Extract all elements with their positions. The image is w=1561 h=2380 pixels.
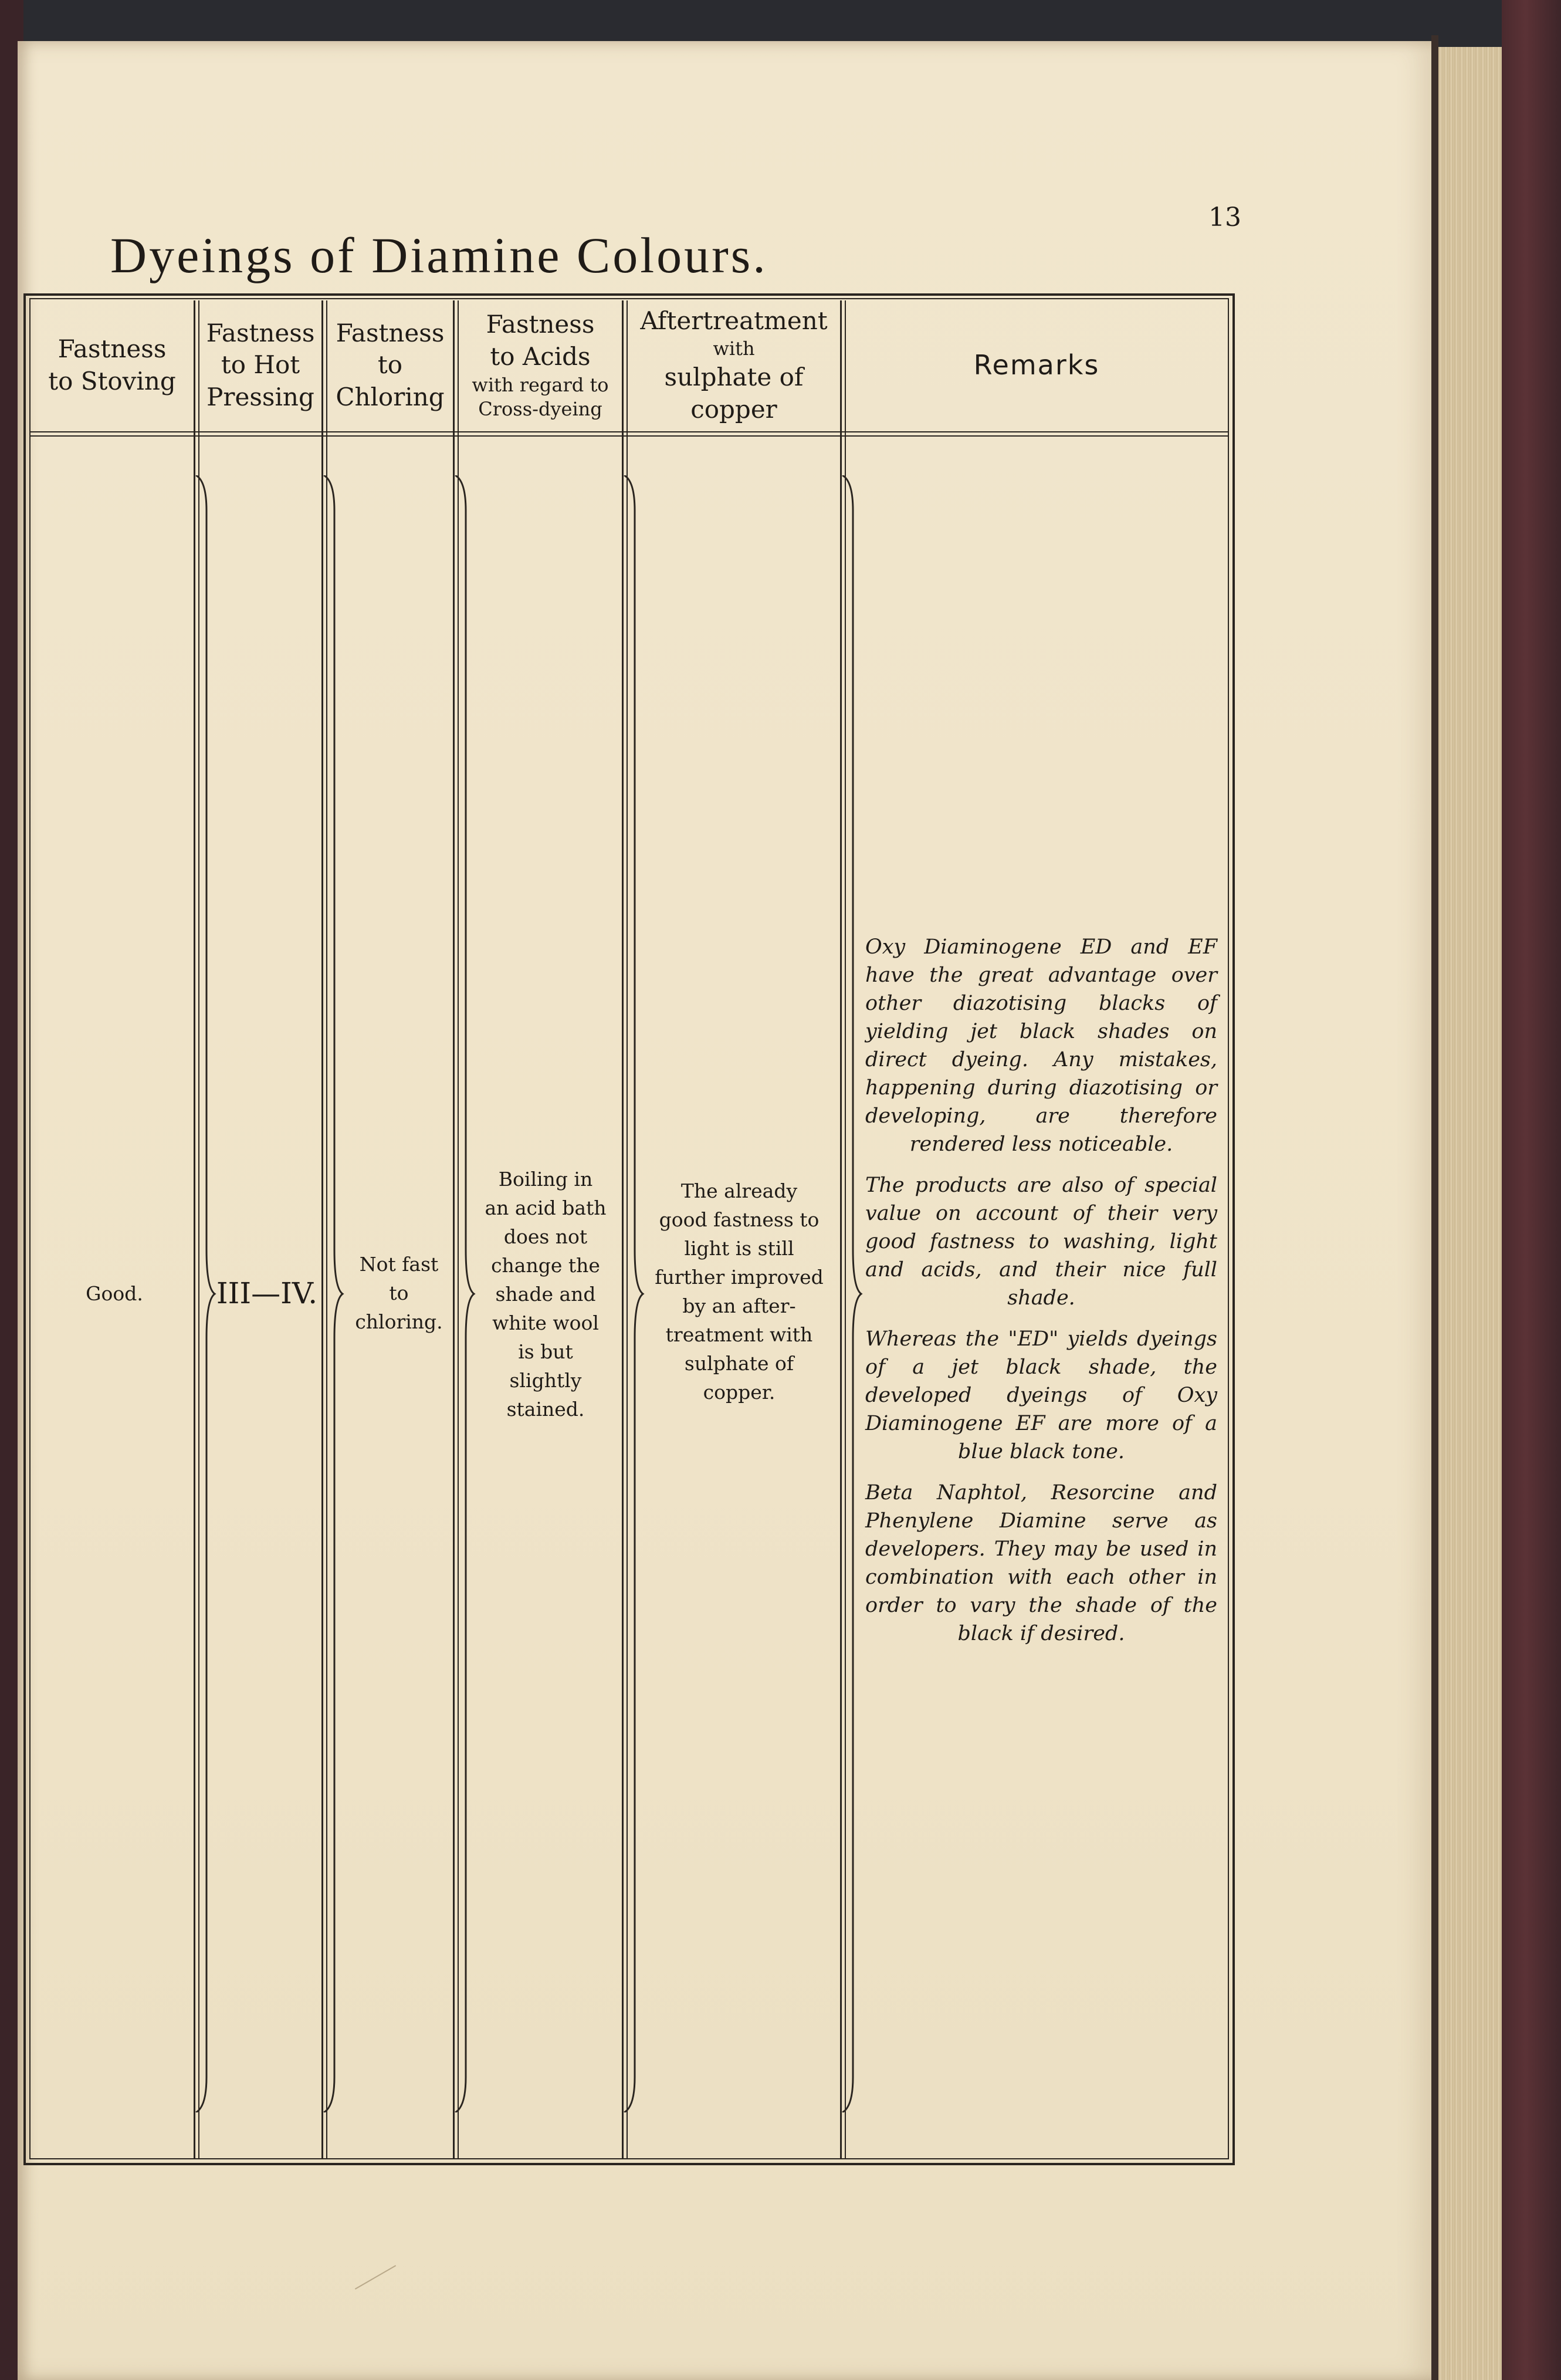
book-cover-right [1502,0,1561,2380]
header-line: Chloring [336,382,445,411]
cell-line: light is still [684,1237,794,1260]
cell-line: treatment with [665,1323,813,1346]
header-line: sulphate of copper [664,363,804,424]
header-line: Pressing [206,382,314,411]
header-line: Cross-dyeing [478,398,602,421]
page-title: Dyeings of Diamine Colours. [110,227,768,283]
cell-stoving: Good. [86,1282,143,1305]
brace-left [622,475,645,2112]
cell-line: copper. [703,1381,776,1404]
cell-aftertreatment [642,1177,836,1407]
cell-line: sulphate of [684,1352,794,1375]
cell-line: The already [680,1179,798,1202]
page-gutter [1431,35,1438,2380]
cell-line: Boiling in [498,1168,593,1191]
remarks-paragraph: Oxy Diaminogene ED and EF have the great advantage over other diazotising blacks of yielding jet black shades on direct dyeing. Any mistakes, happening during diazotising or developing, are therefore rendered less noticeable. [865,935,1217,1156]
header-line: Fastness [486,310,595,339]
cell-line: slightly [509,1369,582,1392]
cell-hot-pressing: III—IV. [216,1276,318,1310]
cell-line: shade and [495,1283,596,1306]
remarks-paragraph: Whereas the "ED" yields dyeings of a jet black shade, the developed dyeings of Oxy Diaminogene EF are more of a blue black tone. [865,1327,1217,1463]
header-remarks [846,302,1227,428]
cell-line: is but [518,1340,573,1363]
header-line: with [713,337,755,360]
cell-acids [469,1165,622,1424]
cell-chloring [343,1250,455,1336]
header-rule [29,435,1229,437]
header-line: Remarks [973,349,1100,381]
header-hot-pressing [199,302,321,428]
header-line: to Acids [490,342,591,371]
brace-left [840,475,864,2112]
header-line: with regard to [472,373,609,396]
header-line: Aftertreatment [640,306,828,335]
remarks-paragraph: Beta Naphtol, Resorcine and Phenylene Diamine serve as developers. They may be used in combination with each other in order to vary the shade of the black if desired. [865,1481,1217,1645]
header-rule [29,431,1229,432]
cell-line: does not [503,1225,588,1248]
header-acids [459,302,622,428]
cell-line: change the [491,1254,600,1277]
header-stoving [31,302,194,428]
header-line: to [377,350,403,380]
header-line: Fastness [206,318,315,347]
cell-line: by an after- [682,1294,796,1317]
cell-line: good fastness to [659,1208,820,1231]
remarks-paragraph: The products are also of special value on account of their very good fastness to washing, light and acids, and their nice full shade. [865,1174,1217,1310]
cell-line: stained. [506,1398,585,1421]
cell-line: chloring. [355,1310,443,1333]
cell-line: Not fast [359,1253,439,1276]
page-edges [1437,47,1502,2380]
cell-line: to [389,1282,409,1304]
cell-line: further improved [655,1266,824,1289]
header-aftertreatment [628,302,840,428]
header-line: to Stoving [48,366,176,395]
cell-line: an acid bath [485,1196,607,1219]
header-line: Fastness [336,318,445,347]
cell-remarks [865,933,1217,1661]
header-chloring [327,302,453,428]
header-line: to Hot [221,350,300,380]
page-number: 13 [1208,202,1241,232]
brace-left [321,475,345,2112]
header-line: Fastness [57,334,167,363]
cell-line: white wool [492,1311,599,1334]
